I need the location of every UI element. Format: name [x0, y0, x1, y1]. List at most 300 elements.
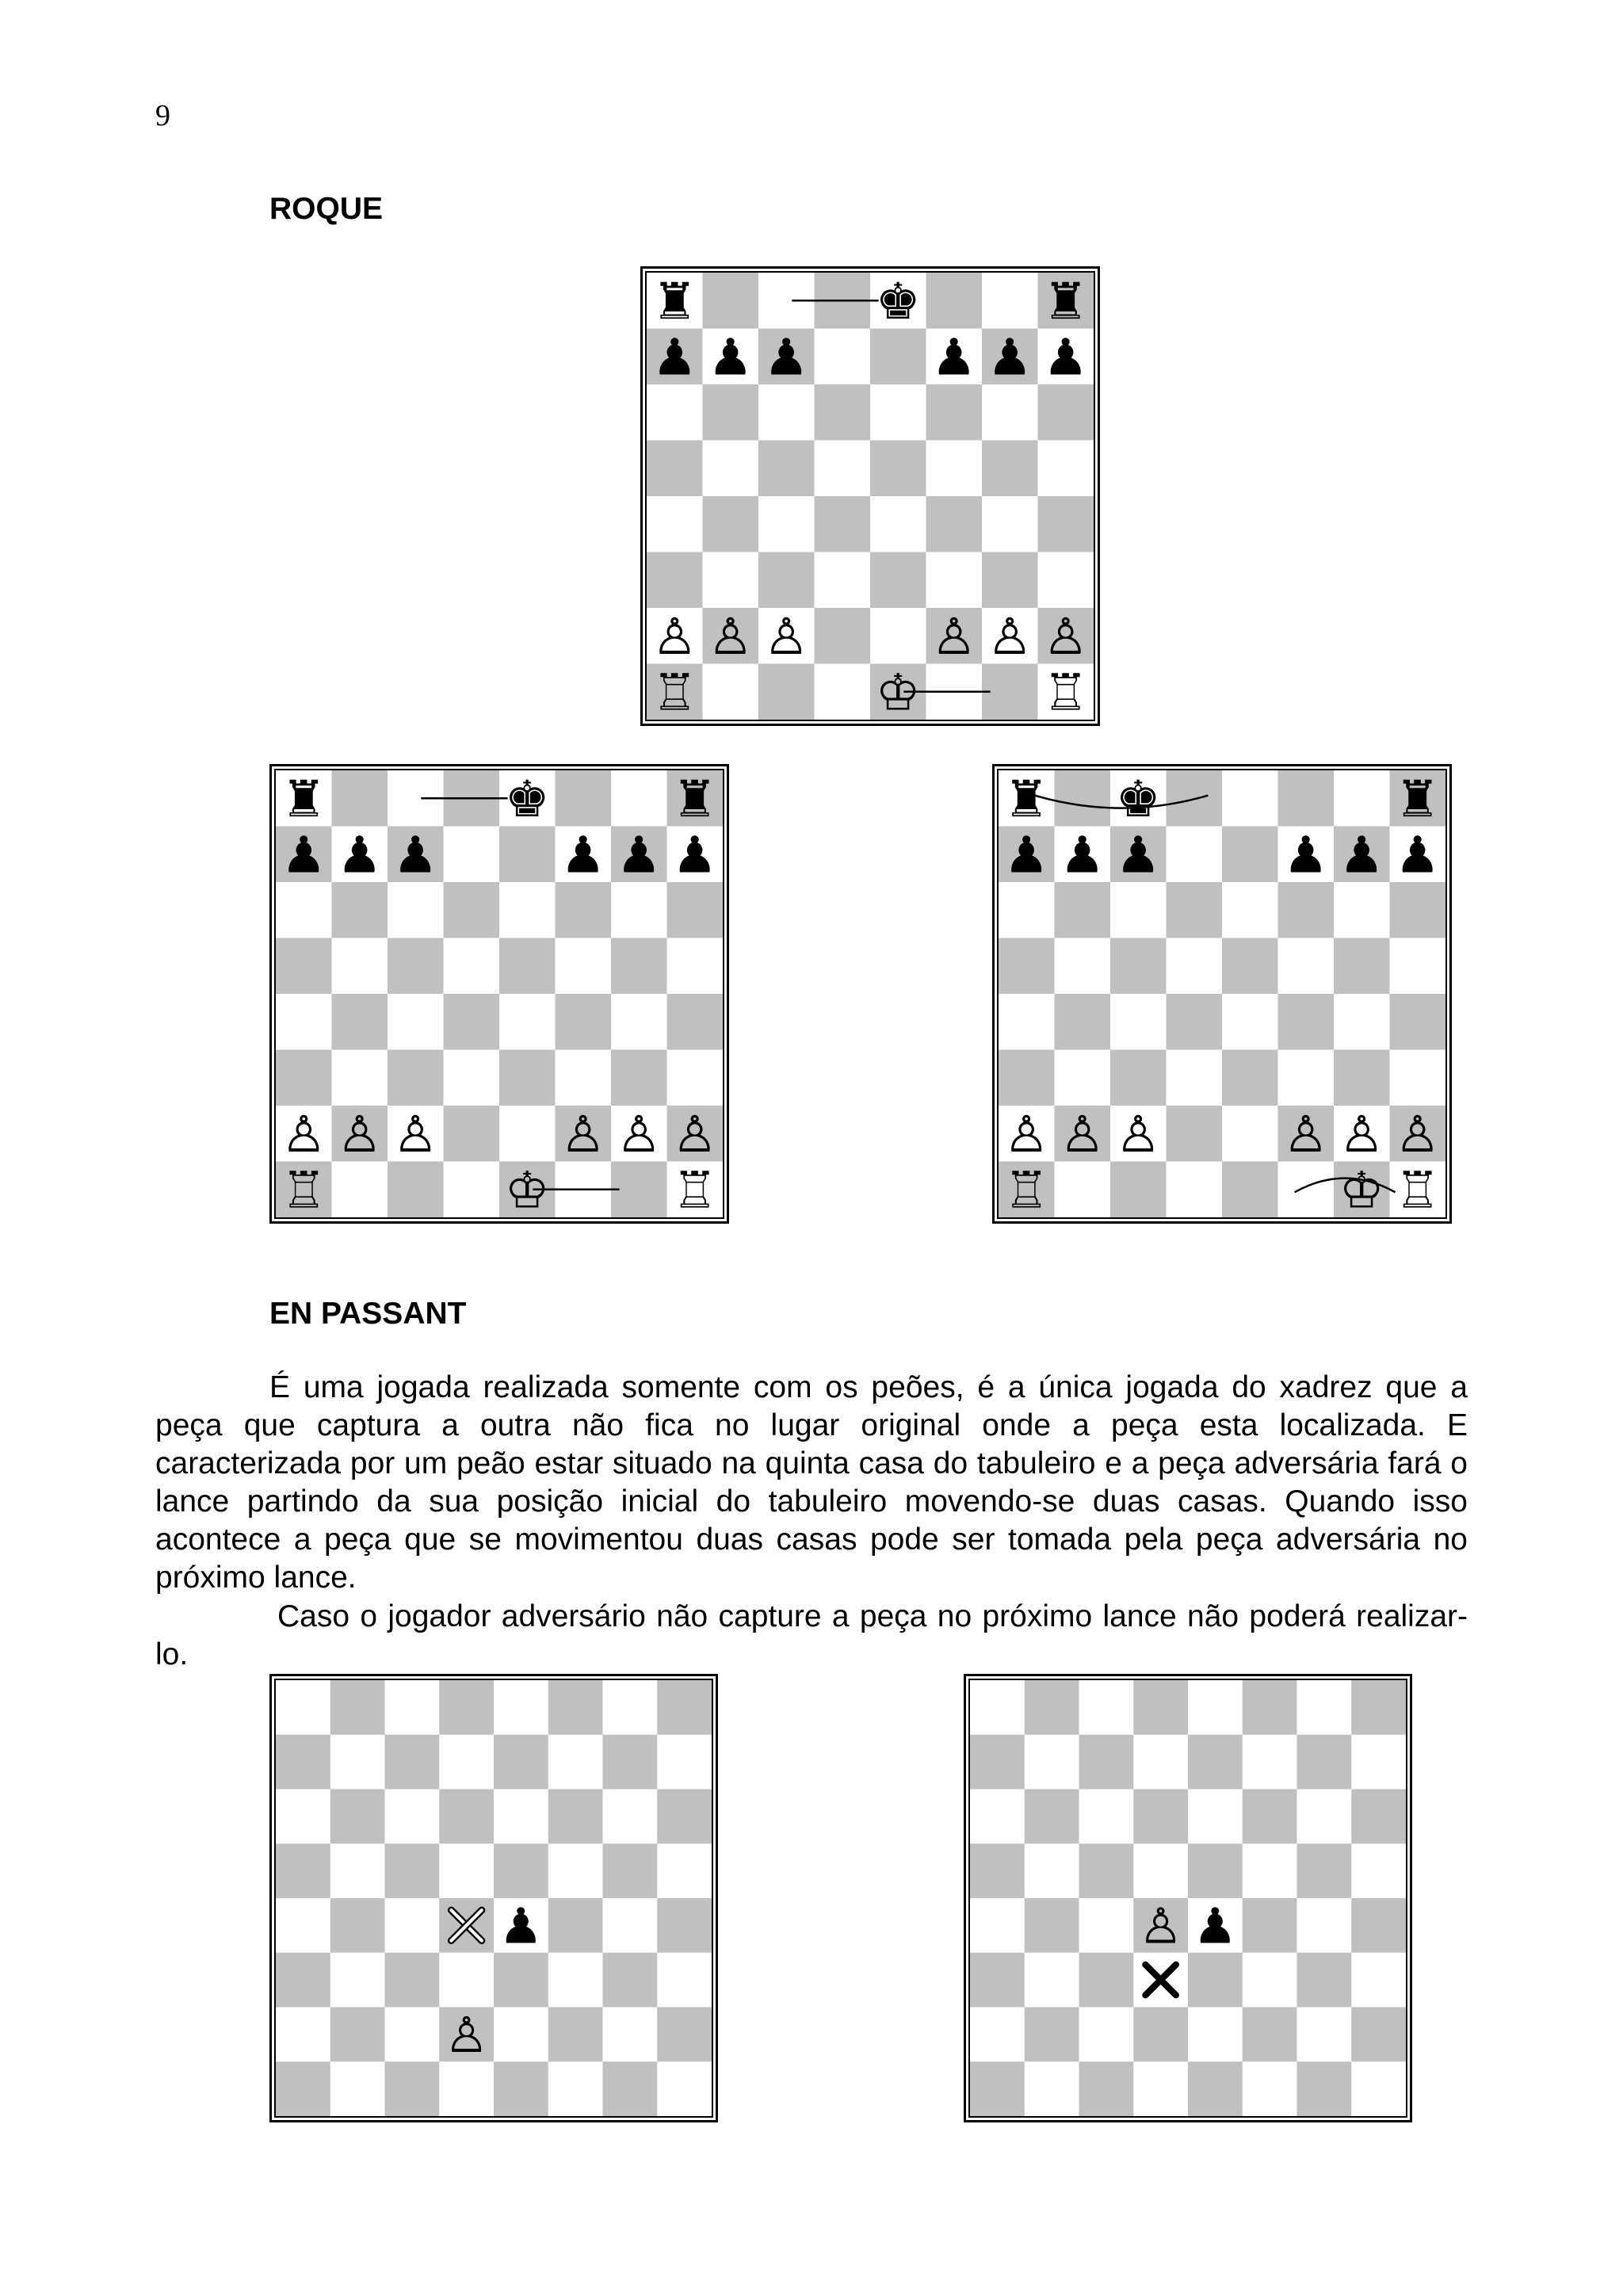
square-g4 — [1297, 1898, 1352, 1953]
black-pawn-c7-icon — [393, 825, 438, 884]
square-f5 — [1243, 1843, 1297, 1898]
square-d2 — [1167, 1106, 1223, 1162]
square-b1 — [703, 664, 759, 720]
square-f5 — [1278, 938, 1335, 995]
square-e2 — [870, 608, 926, 664]
white-pawn-a2-icon — [281, 1105, 327, 1163]
square-e3 — [499, 1050, 556, 1106]
square-d6 — [1167, 882, 1223, 938]
square-h5 — [1038, 441, 1094, 497]
square-b8 — [332, 770, 388, 827]
square-a3 — [647, 552, 703, 609]
square-h3 — [1390, 1050, 1446, 1106]
white-pawn-f2-icon — [931, 607, 976, 666]
white-pawn-g2-icon — [617, 1105, 662, 1163]
square-g1 — [611, 1162, 667, 1218]
square-f8 — [548, 1680, 603, 1735]
black-pawn-b7-icon — [1060, 825, 1105, 884]
square-h7 — [657, 1735, 712, 1790]
square-f3 — [926, 552, 983, 609]
black-pawn-g7-icon — [617, 825, 662, 884]
black-pawn-c7-icon — [764, 327, 809, 386]
square-e2 — [1222, 1106, 1278, 1162]
black-king-e8-icon — [505, 770, 550, 828]
square-c5 — [1079, 1843, 1134, 1898]
square-a8 — [970, 1680, 1025, 1735]
square-h5 — [667, 938, 724, 995]
square-b6 — [703, 384, 759, 441]
square-h2 — [1351, 2008, 1406, 2062]
square-d6 — [815, 384, 871, 441]
square-c6 — [1110, 882, 1167, 938]
square-e3 — [1222, 1050, 1278, 1106]
square-c4 — [385, 1898, 440, 1953]
chessboard-roque-initial — [640, 266, 1100, 726]
black-pawn-e4-icon — [499, 1897, 543, 1954]
square-g1 — [1297, 2061, 1352, 2116]
square-b5 — [330, 1843, 385, 1898]
square-e5 — [1188, 1843, 1243, 1898]
square-f6 — [926, 384, 983, 441]
square-h4 — [657, 1898, 712, 1953]
square-c6 — [385, 1790, 440, 1844]
square-e7 — [499, 827, 556, 883]
white-pawn-g2-icon — [987, 607, 1033, 666]
square-h4 — [1390, 994, 1446, 1050]
square-b3 — [703, 552, 759, 609]
square-b5 — [1055, 938, 1111, 995]
square-c3 — [758, 552, 815, 609]
square-e1 — [494, 2061, 548, 2116]
black-pawn-h7-icon — [672, 825, 717, 884]
square-d4 — [815, 496, 871, 552]
square-d1 — [1167, 1162, 1223, 1218]
square-g1 — [603, 2061, 658, 2116]
square-b3 — [1055, 1050, 1111, 1106]
square-a5 — [999, 938, 1055, 995]
square-f1 — [1243, 2061, 1297, 2116]
black-king-c8-icon — [1116, 770, 1161, 828]
square-c5 — [385, 1843, 440, 1898]
square-g6 — [611, 882, 667, 938]
square-h8 — [657, 1680, 712, 1735]
square-e8 — [494, 1680, 548, 1735]
square-h6 — [1390, 882, 1446, 938]
square-f4 — [926, 496, 983, 552]
square-d3 — [815, 552, 871, 609]
square-c5 — [1110, 938, 1167, 995]
square-h5 — [1390, 938, 1446, 995]
square-g4 — [982, 496, 1038, 552]
square-f4 — [556, 994, 612, 1050]
square-f6 — [548, 1790, 603, 1844]
white-pawn-f2-icon — [560, 1105, 605, 1163]
square-c2 — [1079, 2008, 1134, 2062]
square-a1 — [276, 2061, 330, 2116]
white-pawn-d2-icon — [445, 2007, 488, 2064]
square-b4 — [1055, 994, 1111, 1050]
white-rook-a1-icon — [1004, 1160, 1049, 1217]
square-d3 — [439, 1953, 494, 2008]
square-f4 — [1278, 994, 1335, 1050]
square-f3 — [548, 1953, 603, 2008]
square-a3 — [999, 1050, 1055, 1106]
square-d3 — [444, 1050, 500, 1106]
black-pawn-h7-icon — [1395, 825, 1440, 884]
square-d8 — [1133, 1680, 1188, 1735]
square-d6 — [439, 1790, 494, 1844]
square-c6 — [1079, 1790, 1134, 1844]
square-f5 — [548, 1843, 603, 1898]
square-b5 — [1025, 1843, 1079, 1898]
square-d5 — [444, 938, 500, 995]
square-g5 — [1334, 938, 1390, 995]
square-b4 — [1025, 1898, 1079, 1953]
square-a6 — [647, 384, 703, 441]
section-title-en-passant: EN PASSANT — [269, 1297, 467, 1331]
square-b2 — [1025, 2008, 1079, 2062]
square-c1 — [385, 2061, 440, 2116]
square-d7 — [815, 329, 871, 385]
square-h3 — [1038, 552, 1094, 609]
square-b5 — [703, 441, 759, 497]
square-d4 — [444, 994, 500, 1050]
square-g4 — [603, 1898, 658, 1953]
black-pawn-c7-icon — [1116, 825, 1161, 884]
square-a6 — [276, 1790, 330, 1844]
square-b6 — [1025, 1790, 1079, 1844]
square-a5 — [276, 938, 332, 995]
page-number: 9 — [155, 99, 170, 132]
square-g5 — [1297, 1843, 1352, 1898]
square-h4 — [1351, 1898, 1406, 1953]
white-pawn-f2-icon — [1283, 1105, 1328, 1163]
white-pawn-b2-icon — [1060, 1105, 1105, 1163]
square-e4 — [870, 496, 926, 552]
square-g7 — [603, 1735, 658, 1790]
square-c1 — [1110, 1162, 1167, 1218]
square-d3 — [1167, 1050, 1223, 1106]
square-f7 — [548, 1735, 603, 1790]
square-h6 — [667, 882, 724, 938]
square-g4 — [611, 994, 667, 1050]
square-f4 — [1243, 1898, 1297, 1953]
white-rook-h1-icon — [672, 1160, 717, 1217]
square-c8 — [1079, 1680, 1134, 1735]
square-h5 — [657, 1843, 712, 1898]
square-d5 — [1133, 1843, 1188, 1898]
square-e1 — [1222, 1162, 1278, 1218]
black-rook-a8-icon — [652, 273, 697, 330]
square-e6 — [870, 384, 926, 441]
square-a4 — [647, 496, 703, 552]
square-e2 — [499, 1106, 556, 1162]
black-rook-a8-icon — [281, 770, 327, 828]
square-e6 — [499, 882, 556, 938]
square-f6 — [1243, 1790, 1297, 1844]
square-c4 — [388, 994, 444, 1050]
square-a3 — [276, 1953, 330, 2008]
square-e7 — [870, 329, 926, 385]
black-pawn-h7-icon — [1043, 327, 1088, 386]
square-b1 — [330, 2061, 385, 2116]
white-pawn-b2-icon — [708, 607, 753, 666]
square-g2 — [1297, 2008, 1352, 2062]
square-e6 — [1222, 882, 1278, 938]
square-g5 — [611, 938, 667, 995]
black-pawn-f7-icon — [931, 327, 976, 386]
square-h5 — [1351, 1843, 1406, 1898]
square-b8 — [703, 273, 759, 329]
black-rook-h8-icon — [1395, 770, 1440, 828]
chessboard-en-passant-before — [269, 1674, 718, 2122]
square-e2 — [494, 2008, 548, 2062]
square-g8 — [603, 1680, 658, 1735]
square-a4 — [276, 1898, 330, 1953]
square-d1 — [439, 2061, 494, 2116]
square-e5 — [499, 938, 556, 995]
black-pawn-e4-icon — [1193, 1897, 1237, 1954]
white-pawn-a2-icon — [1004, 1105, 1049, 1163]
square-c1 — [1079, 2061, 1134, 2116]
square-b7 — [330, 1735, 385, 1790]
square-g3 — [982, 552, 1038, 609]
square-a5 — [276, 1843, 330, 1898]
black-pawn-b7-icon — [337, 825, 382, 884]
square-f2 — [548, 2008, 603, 2062]
black-pawn-f7-icon — [1283, 825, 1328, 884]
square-c1 — [758, 664, 815, 720]
square-c3 — [1079, 1953, 1134, 2008]
square-f2 — [1243, 2008, 1297, 2062]
square-g5 — [603, 1843, 658, 1898]
square-c4 — [1110, 994, 1167, 1050]
square-a2 — [276, 2008, 330, 2062]
square-f7 — [1243, 1735, 1297, 1790]
square-a8 — [276, 1680, 330, 1735]
square-g1 — [982, 664, 1038, 720]
square-a7 — [970, 1735, 1025, 1790]
square-b6 — [332, 882, 388, 938]
square-g4 — [1334, 994, 1390, 1050]
square-d7 — [1167, 827, 1223, 883]
square-c6 — [388, 882, 444, 938]
square-d8 — [439, 1680, 494, 1735]
white-rook-h1-icon — [1043, 663, 1088, 720]
square-c8 — [385, 1680, 440, 1735]
square-b4 — [703, 496, 759, 552]
square-d2 — [1133, 2008, 1188, 2062]
section-title-roque: ROQUE — [269, 192, 384, 226]
square-c3 — [388, 1050, 444, 1106]
square-b1 — [332, 1162, 388, 1218]
white-pawn-c2-icon — [764, 607, 809, 666]
square-b8 — [1025, 1680, 1079, 1735]
square-c6 — [758, 384, 815, 441]
square-b3 — [332, 1050, 388, 1106]
square-e7 — [1222, 827, 1278, 883]
black-pawn-b7-icon — [708, 327, 753, 386]
white-pawn-g2-icon — [1339, 1105, 1384, 1163]
square-g8 — [611, 770, 667, 827]
square-g6 — [1334, 882, 1390, 938]
square-b3 — [1025, 1953, 1079, 2008]
square-d5 — [815, 441, 871, 497]
square-f8 — [926, 273, 983, 329]
square-g6 — [603, 1790, 658, 1844]
square-e6 — [1188, 1790, 1243, 1844]
square-f5 — [926, 441, 983, 497]
black-pawn-a7-icon — [652, 327, 697, 386]
square-d5 — [439, 1843, 494, 1898]
square-a3 — [970, 1953, 1025, 2008]
white-king-g1-icon — [1339, 1160, 1384, 1217]
white-pawn-h2-icon — [1043, 607, 1088, 666]
square-e6 — [494, 1790, 548, 1844]
black-pawn-a7-icon — [281, 825, 327, 884]
square-f8 — [556, 770, 612, 827]
black-pawn-g7-icon — [1339, 825, 1384, 884]
square-h7 — [1351, 1735, 1406, 1790]
square-d5 — [1167, 938, 1223, 995]
paragraph-en-passant-2: Caso o jogador adversário não capture a peça no próximo lance não poderá realizar-lo. — [155, 1599, 1468, 1671]
square-a1 — [970, 2061, 1025, 2116]
square-f4 — [548, 1898, 603, 1953]
square-b1 — [1025, 2061, 1079, 2116]
paragraph-en-passant-1: É uma jogada realizada somente com os peões, é a única jogada do xadrez que a peça que captura a outra não fica no lugar original onde a peça esta localizada. E caracterizada por um peão estar situado na quinta casa do tabuleiro e a peça adversária fará o lance partindo da sua posição inicial do tabuleiro movendo-se duas casas. Quando isso acontece a peça que se movimentou duas casas pode ser tomada pela peça adversária no próximo lance. — [155, 1370, 1468, 1595]
square-f6 — [1278, 882, 1335, 938]
square-c5 — [758, 441, 815, 497]
square-a4 — [970, 1898, 1025, 1953]
chessboard-roque-right — [992, 764, 1452, 1224]
square-b4 — [330, 1898, 385, 1953]
square-d6 — [444, 882, 500, 938]
square-d2 — [815, 608, 871, 664]
square-a5 — [970, 1843, 1025, 1898]
square-d6 — [1133, 1790, 1188, 1844]
square-g3 — [1334, 1050, 1390, 1106]
white-pawn-b2-icon — [337, 1105, 382, 1163]
square-c7 — [1079, 1735, 1134, 1790]
square-e3 — [870, 552, 926, 609]
square-g8 — [982, 273, 1038, 329]
square-d7 — [439, 1735, 494, 1790]
square-b6 — [330, 1790, 385, 1844]
square-f1 — [548, 2061, 603, 2116]
square-f1 — [1278, 1162, 1335, 1218]
square-e8 — [1222, 770, 1278, 827]
square-e4 — [499, 994, 556, 1050]
square-e1 — [1188, 2061, 1243, 2116]
square-g2 — [603, 2008, 658, 2062]
black-pawn-f7-icon — [560, 825, 605, 884]
white-pawn-c2-icon — [393, 1105, 438, 1163]
square-h4 — [667, 994, 724, 1050]
square-b5 — [332, 938, 388, 995]
square-g7 — [1297, 1735, 1352, 1790]
square-a6 — [970, 1790, 1025, 1844]
black-rook-h8-icon — [672, 770, 717, 828]
square-e4 — [1222, 994, 1278, 1050]
square-a2 — [970, 2008, 1025, 2062]
square-f5 — [556, 938, 612, 995]
white-king-e1-icon — [876, 663, 921, 720]
square-b1 — [1055, 1162, 1111, 1218]
square-h1 — [657, 2061, 712, 2116]
square-b2 — [330, 2008, 385, 2062]
white-pawn-c2-icon — [1116, 1105, 1161, 1163]
square-a6 — [999, 882, 1055, 938]
square-g6 — [982, 384, 1038, 441]
square-e3 — [494, 1953, 548, 2008]
square-b7 — [1025, 1735, 1079, 1790]
square-e8 — [1188, 1680, 1243, 1735]
chessboard-roque-left — [269, 764, 729, 1224]
square-d1 — [815, 664, 871, 720]
square-e3 — [1188, 1953, 1243, 2008]
square-f3 — [556, 1050, 612, 1106]
white-rook-h1-icon — [1395, 1160, 1440, 1217]
square-e5 — [870, 441, 926, 497]
square-c1 — [388, 1162, 444, 1218]
square-d7 — [1133, 1735, 1188, 1790]
square-e5 — [1222, 938, 1278, 995]
square-g3 — [603, 1953, 658, 2008]
white-king-e1-icon — [505, 1160, 550, 1217]
square-f8 — [1278, 770, 1335, 827]
square-g5 — [982, 441, 1038, 497]
square-a3 — [276, 1050, 332, 1106]
square-c4 — [1079, 1898, 1134, 1953]
white-pawn-h2-icon — [672, 1105, 717, 1163]
white-rook-a1-icon — [281, 1160, 327, 1217]
square-d1 — [444, 1162, 500, 1218]
square-d4 — [1167, 994, 1223, 1050]
square-h1 — [1351, 2061, 1406, 2116]
square-c5 — [388, 938, 444, 995]
black-rook-a8-icon — [1004, 770, 1049, 828]
square-g8 — [1334, 770, 1390, 827]
black-pawn-a7-icon — [1004, 825, 1049, 884]
white-pawn-h2-icon — [1395, 1105, 1440, 1163]
square-g3 — [611, 1050, 667, 1106]
square-h3 — [667, 1050, 724, 1106]
square-b8 — [330, 1680, 385, 1735]
square-b8 — [1055, 770, 1111, 827]
square-a7 — [276, 1735, 330, 1790]
square-e5 — [494, 1843, 548, 1898]
square-f3 — [1278, 1050, 1335, 1106]
white-pawn-a2-icon — [652, 607, 697, 666]
square-g3 — [1297, 1953, 1352, 2008]
square-c3 — [385, 1953, 440, 2008]
black-rook-h8-icon — [1043, 273, 1088, 330]
square-f8 — [1243, 1680, 1297, 1735]
square-g8 — [1297, 1680, 1352, 1735]
square-e2 — [1188, 2008, 1243, 2062]
square-b4 — [332, 994, 388, 1050]
square-a4 — [999, 994, 1055, 1050]
square-f6 — [556, 882, 612, 938]
square-h6 — [657, 1790, 712, 1844]
square-h3 — [1351, 1953, 1406, 2008]
square-a6 — [276, 882, 332, 938]
square-h3 — [657, 1953, 712, 2008]
square-h8 — [1351, 1680, 1406, 1735]
square-h6 — [1351, 1790, 1406, 1844]
square-c7 — [385, 1735, 440, 1790]
square-g6 — [1297, 1790, 1352, 1844]
